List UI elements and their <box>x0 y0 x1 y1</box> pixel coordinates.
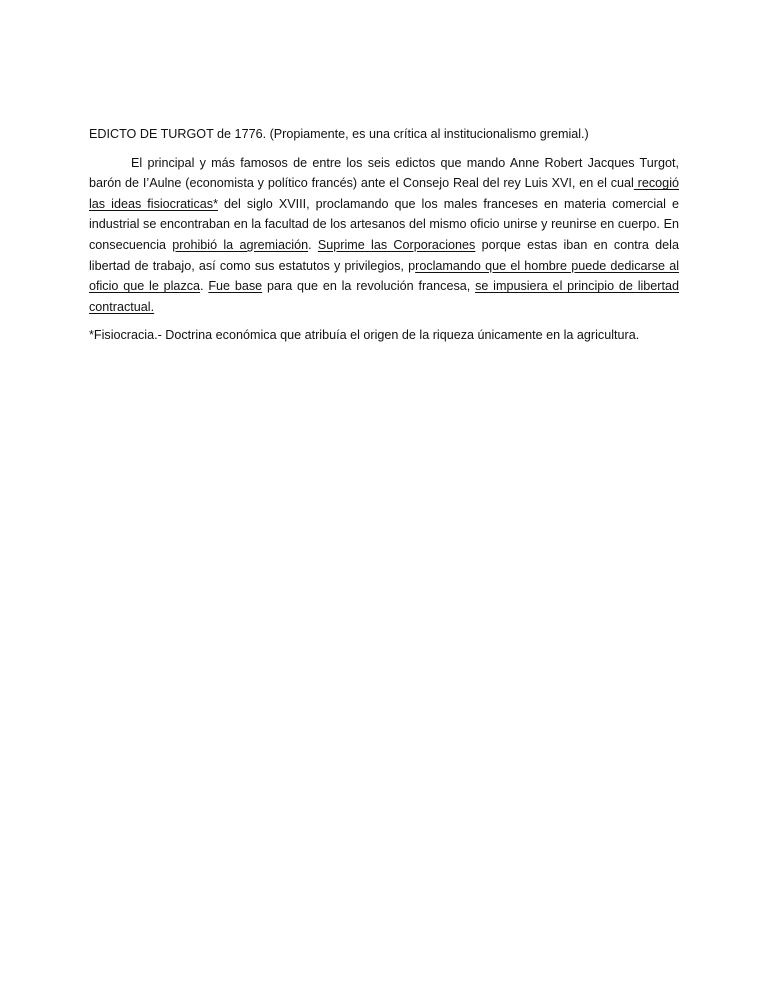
paragraph-text-segment: . <box>308 237 318 252</box>
underlined-phrase: roclamando que el hombre puede dedicarse al oficio que le plazca <box>89 258 680 294</box>
underlined-phrase: se impusiera el principio de libertad contractual. <box>89 279 680 314</box>
document-content <box>89 124 679 346</box>
paragraph-text-segment: . <box>200 279 209 294</box>
underlined-phrase: recogió las ideas fisiocraticas* <box>89 176 679 211</box>
body-paragraph <box>89 153 679 318</box>
paragraph-text-segment: del siglo XVIII, proclamando que los males franceses en materia comercial e industrial se encontraban en la facultad de los artesanos del mismo oficio unirse y reunirse en cuerpo. En consecuencia <box>89 196 680 252</box>
footnote: *Fisiocracia.- Doctrina económica que atribuía el origen de la riqueza únicamente en la agricultura. <box>89 328 640 343</box>
underlined-phrase: Suprime las Corporaciones <box>317 237 476 252</box>
paragraph-text-segment: El principal y más famosos de entre los seis edictos que mando Anne Robert Jacques Turgot, barón de I’Aulne (economista y político francés) ante el Consejo Real del rey Luis XVI, en el cual <box>89 155 679 191</box>
paragraph-text-segment: porque estas iban en contra dela libertad de trabajo, así como sus estatutos y privilegios, p <box>89 237 679 273</box>
paragraph-text-segment: para que en la revolución francesa, <box>262 279 476 294</box>
underlined-phrase: prohibió la agremiación <box>172 237 309 252</box>
underlined-phrase: Fue base <box>208 279 263 294</box>
document-heading: EDICTO DE TURGOT de 1776. (Propiamente, es una crítica al institucionalismo gremial.) <box>89 127 589 141</box>
